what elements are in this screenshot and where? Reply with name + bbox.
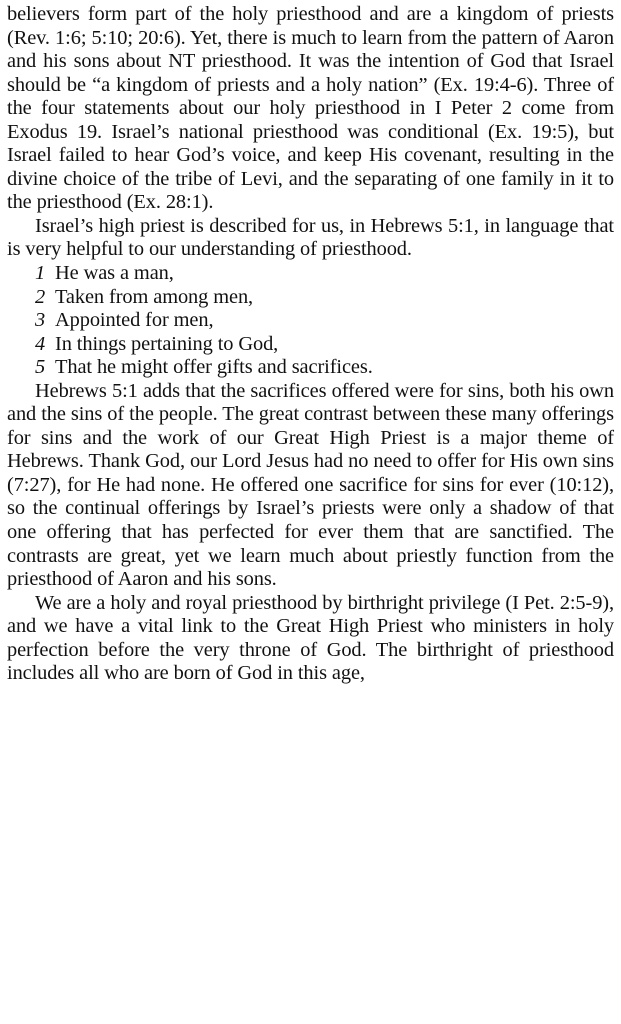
list-item: [7, 286, 614, 310]
list-number: 2: [35, 285, 46, 308]
document-page: [7, 3, 614, 686]
list-number: 5: [35, 356, 46, 379]
list-number: 4: [35, 332, 46, 355]
list-item: [7, 356, 614, 380]
list-item: [7, 309, 614, 333]
paragraph-4: We are a holy and royal priesthood by birthright privilege (I Pet. 2:5-9), and we have a vital link to the Great High Priest who ministers in holy perfection before the very throne of God. The birthright of priesthood includes all who are born of God in this age,: [7, 591, 614, 685]
list-text: That he might offer gifts and sacrifices.: [55, 356, 373, 379]
list-item: [7, 262, 614, 286]
paragraph-3: Hebrews 5:1 adds that the sacrifices offered were for sins, both his own and the sins of the people. The great contrast between these many offerings for sins and the work of our Great High Priest is a major theme of Hebrews. Thank God, our Lord Jesus had no need to offer for His own sins (7:27), for He had none. He offered one sacrifice for sins for ever (10:12), so the continual offerings by Israel’s priests were only a shadow of that one offering that has perfected for ever them that are sanctified. The contrasts are great, yet we learn much about priestly function from the priesthood of Aaron and his sons.: [7, 379, 614, 591]
list-text: He was a man,: [55, 262, 174, 285]
list-text: Appointed for men,: [55, 309, 214, 332]
list-item: [7, 333, 614, 357]
list-number: 1: [35, 262, 46, 285]
list-number: 3: [35, 309, 46, 332]
list-text: Taken from among men,: [55, 285, 254, 308]
list-text: In things pertaining to God,: [55, 332, 279, 355]
paragraph-2: Israel’s high priest is described for us, in Hebrews 5:1, in language that is very helpful to our understanding of priesthood.: [7, 214, 614, 261]
paragraph-1: believers form part of the holy priesthood and are a kingdom of priests (Rev. 1:6; 5:10; 20:6). Yet, there is much to learn from the pattern of Aaron and his sons about NT priesthood. It was the intention of God that Israel should be “a kingdom of priests and a holy nation” (Ex. 19:4-6). Three of the four statements about our holy priesthood in I Peter 2 come from Exodus 19. Israel’s national priesthood was conditional (Ex. 19:5), but Israel failed to hear God’s voice, and keep His covenant, resulting in the divine choice of the tribe of Levi, and the separating of one family in it to the priesthood (Ex. 28:1).: [7, 3, 614, 214]
qualifications-list: [7, 262, 614, 380]
